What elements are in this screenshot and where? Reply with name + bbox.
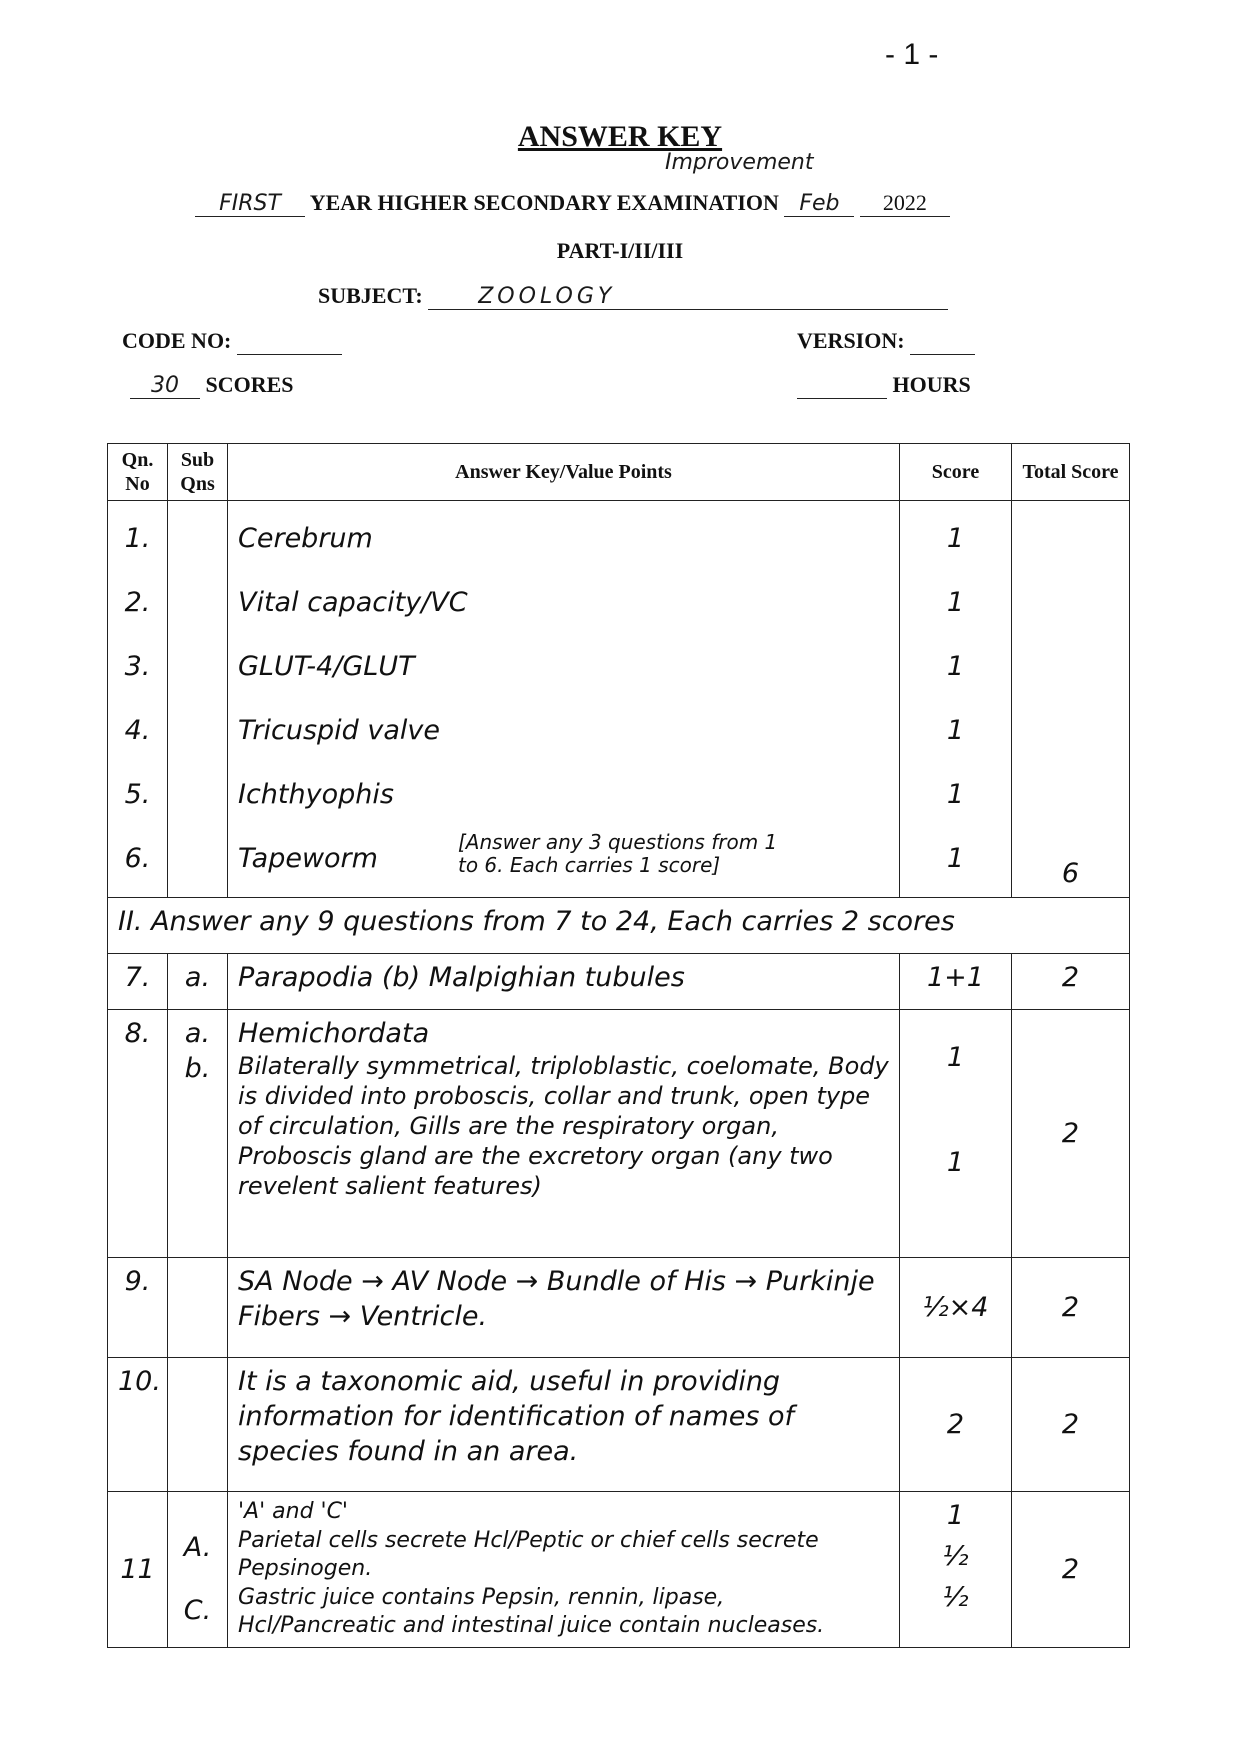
q9-sub (168, 1258, 228, 1358)
q9-score: ½×4 (900, 1258, 1012, 1358)
section1-total: 6 (1012, 501, 1130, 898)
qn-3: 3. (124, 651, 151, 682)
subject-line (318, 283, 948, 310)
answer-3: GLUT-4/GLUT (238, 651, 415, 682)
q10-qn: 10. (108, 1358, 168, 1492)
score-1: 1 (946, 523, 965, 554)
q10-answer: It is a taxonomic aid, useful in providing information for identification of names of species found in an area. (228, 1358, 900, 1492)
year-value: FIRST (195, 191, 305, 217)
code-label: CODE NO: (122, 328, 232, 353)
improvement-note: Improvement (665, 150, 814, 175)
q8-answer-b: Bilaterally symmetrical, triploblastic, coelomate, Body is divided into proboscis, collar and trunk, open type of circulation, Gills are the respiratory organ, Proboscis gland are the excretory organ (any two revelent salient features) (238, 1052, 889, 1201)
answer-1: Cerebrum (238, 523, 373, 554)
col-answer: Answer Key/Value Points (228, 444, 900, 501)
part-label: PART-I/II/III (556, 238, 684, 263)
q8-answers (228, 1010, 900, 1258)
q8-sub-a: a. (184, 1018, 211, 1049)
q11-sub-a: A. (183, 1532, 212, 1563)
page-number: - 1 - (885, 38, 939, 71)
q11-answer-c: Gastric juice contains Pepsin, rennin, lipase, Hcl/Pancreatic and intestinal juice contain nucleases. (238, 1584, 825, 1639)
table-header-row (108, 444, 1130, 501)
q11-total: 2 (1012, 1492, 1130, 1648)
subject-value: ZOOLOGY (428, 284, 948, 310)
col-qn: Qn. No (108, 444, 168, 501)
score-2: 1 (946, 587, 965, 618)
q8-answer-a: Hemichordata (238, 1018, 430, 1049)
q8-sub-b: b. (184, 1053, 211, 1085)
q9-qn: 9. (108, 1258, 168, 1358)
score-3: 1 (946, 651, 965, 682)
qn-4: 4. (124, 715, 151, 746)
q7-sub: a. (168, 954, 228, 1010)
answer-2: Vital capacity/VC (238, 587, 468, 618)
q11-subs (168, 1492, 228, 1648)
exam-year: 2022 (860, 190, 950, 217)
q8-score-a: 1 (946, 1042, 965, 1073)
hours-blank (797, 372, 887, 399)
answer-key-table (107, 443, 1130, 1648)
scores-line (130, 372, 294, 399)
exam-line (195, 190, 950, 217)
hours-label: HOURS (892, 372, 971, 397)
code-blank (237, 328, 342, 355)
title-text: ANSWER KEY (517, 120, 723, 153)
answer-4: Tricuspid valve (238, 715, 440, 746)
q11-row (108, 1492, 1130, 1648)
version-line (797, 328, 975, 355)
section2-header: II. Answer any 9 questions from 7 to 24, Each carries 2 scores (108, 898, 1130, 954)
answer-5: Ichthyophis (238, 779, 394, 810)
hours-line (797, 372, 971, 399)
exam-text: YEAR HIGHER SECONDARY EXAMINATION (309, 190, 779, 215)
q11-score-lead: 1 (946, 1500, 965, 1531)
q11-answers (228, 1492, 900, 1648)
q7-qn: 7. (108, 954, 168, 1010)
version-blank (910, 328, 975, 355)
q9-total: 2 (1012, 1258, 1130, 1358)
q7-row (108, 954, 1130, 1010)
version-label: VERSION: (797, 328, 905, 353)
q8-subs (168, 1010, 228, 1258)
q11-answer-a: Parietal cells secrete Hcl/Peptic or chief cells secrete Pepsinogen. (238, 1527, 819, 1582)
qn-5: 5. (124, 779, 151, 810)
qn-6: 6. (124, 843, 151, 874)
answer-6: Tapeworm (238, 843, 378, 874)
qn-2: 2. (124, 587, 151, 618)
q11-score-c: ½ (942, 1582, 969, 1614)
q7-answer: Parapodia (b) Malpighian tubules (228, 954, 900, 1010)
q8-total: 2 (1012, 1010, 1130, 1258)
q10-sub (168, 1358, 228, 1492)
q8-qn: 8. (108, 1010, 168, 1258)
scores-value: 30 (130, 373, 200, 399)
code-line (122, 328, 342, 355)
q7-score: 1+1 (900, 954, 1012, 1010)
col-total: Total Score (1012, 444, 1130, 501)
scores-label: SCORES (205, 372, 294, 397)
q11-qn: 11 (108, 1492, 168, 1648)
score-4: 1 (946, 715, 965, 746)
q10-total: 2 (1012, 1358, 1130, 1492)
section2-header-row (108, 898, 1130, 954)
qn-1: 1. (124, 523, 151, 554)
score-6: 1 (946, 843, 965, 874)
q11-scores (900, 1492, 1012, 1648)
month-value: Feb (784, 191, 854, 217)
page-title (0, 120, 1240, 154)
q11-score-a: ½ (942, 1541, 969, 1573)
q8-score-b: 1 (946, 1147, 965, 1179)
subject-label: SUBJECT: (318, 283, 423, 308)
q9-answer: SA Node → AV Node → Bundle of His → Purkinje Fibers → Ventricle. (228, 1258, 900, 1358)
q8-row (108, 1010, 1130, 1258)
section1-row (108, 501, 1130, 898)
section1-sub (168, 501, 228, 898)
section1-qnos (108, 501, 168, 898)
q11-lead: 'A' and 'C' (238, 1499, 348, 1524)
q9-row (108, 1258, 1130, 1358)
q10-score: 2 (900, 1358, 1012, 1492)
section1-scores (900, 501, 1012, 898)
q8-scores (900, 1010, 1012, 1258)
score-5: 1 (946, 779, 965, 810)
q10-row (108, 1358, 1130, 1492)
q7-total: 2 (1012, 954, 1130, 1010)
col-sub: Sub Qns (168, 444, 228, 501)
q11-sub-c: C. (183, 1595, 212, 1627)
col-score: Score (900, 444, 1012, 501)
section1-instruction: [Answer any 3 questions from 1 to 6. Each carries 1 score] (458, 830, 778, 877)
section1-answers (228, 501, 900, 898)
